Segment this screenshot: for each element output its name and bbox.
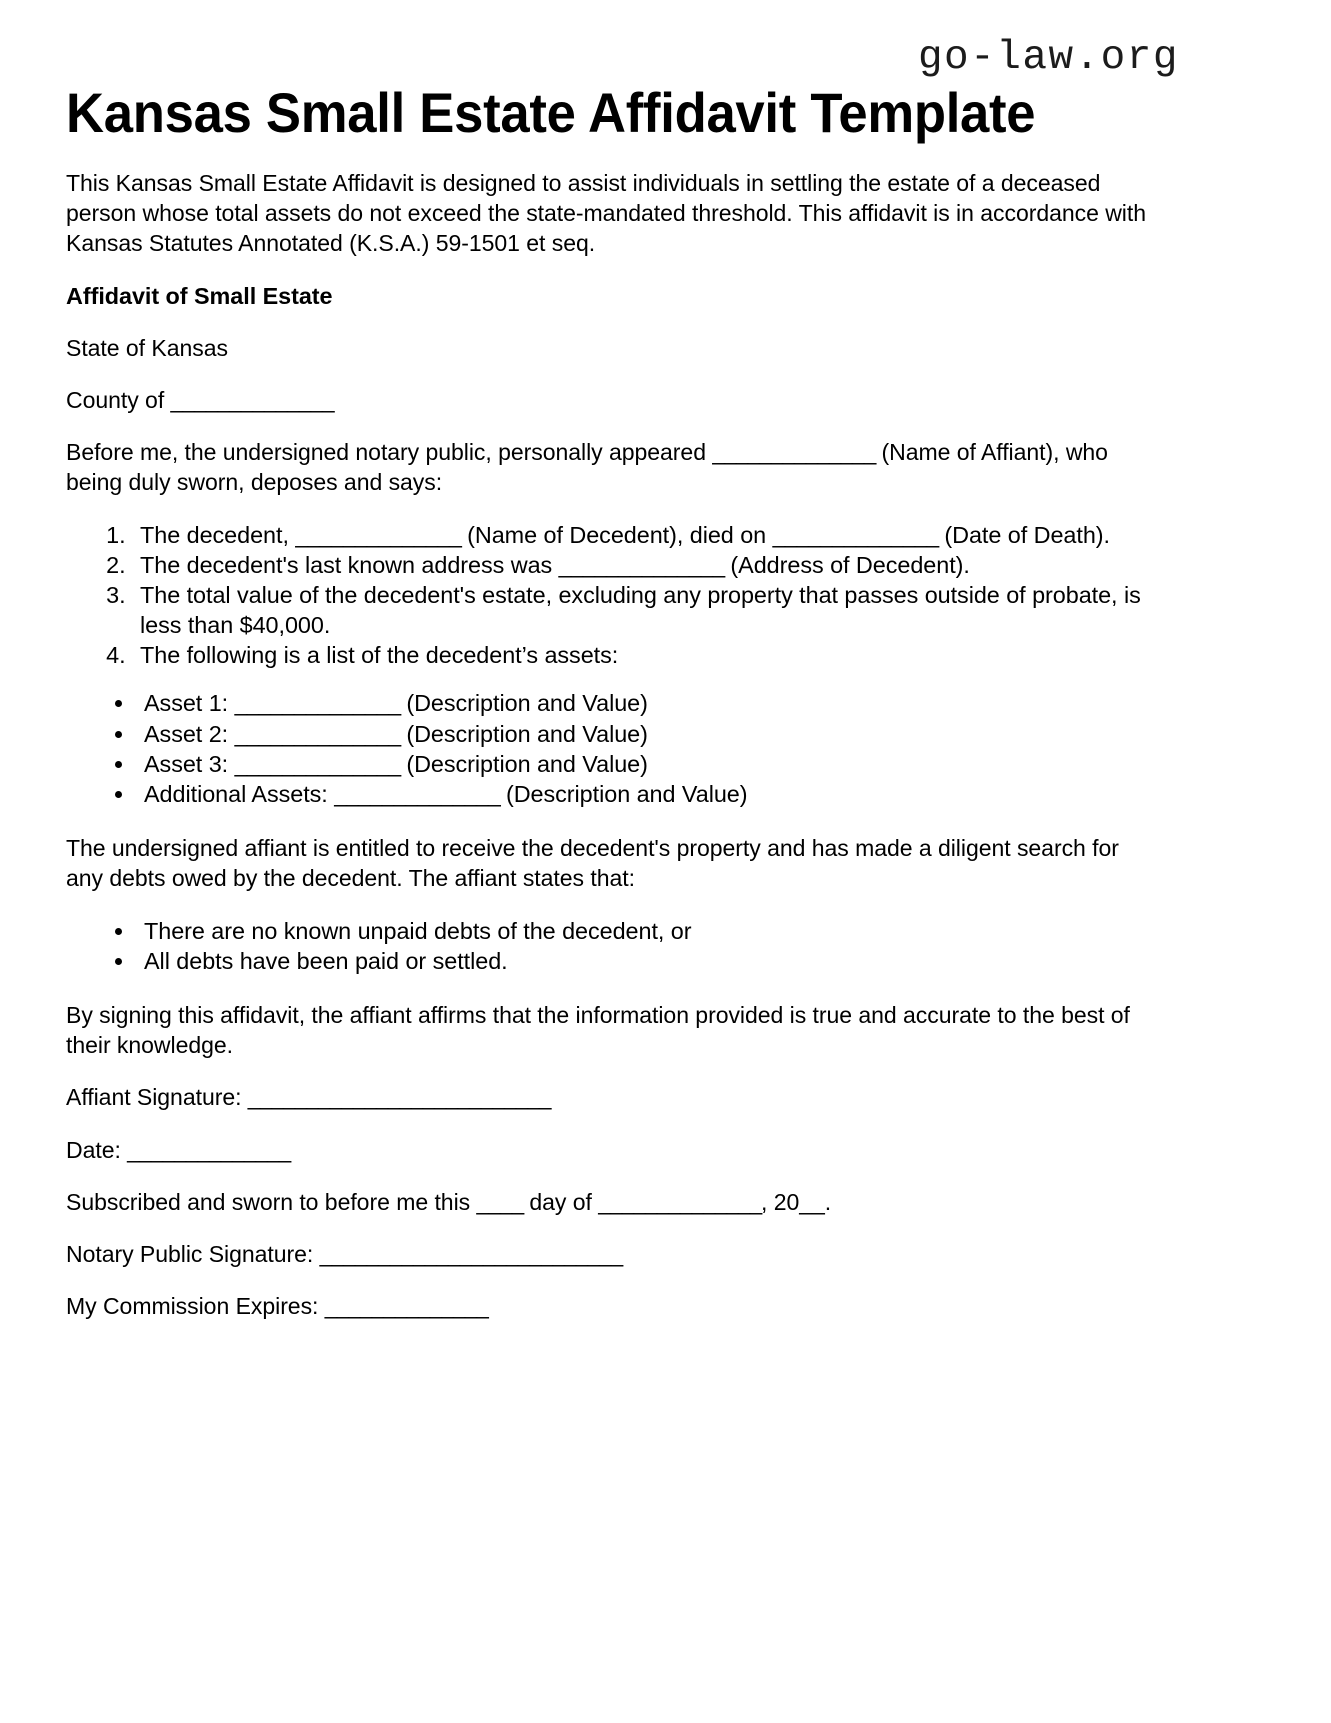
state-line: State of Kansas — [66, 334, 228, 361]
subscribed-month-blank[interactable]: ______________ — [598, 1188, 762, 1215]
entitlement-paragraph: The undersigned affiant is entitled to receive the decedent's property and has made a diligent search for any debts owed by the decedent. The affiant states that: — [66, 835, 1119, 892]
assets-list — [66, 688, 1176, 809]
decedent-name-blank[interactable]: ______________ — [295, 521, 461, 548]
notary-signature-line — [66, 1239, 1159, 1269]
asset-3-blank[interactable]: ______________ — [234, 750, 400, 777]
statement-2-text-2: (Address of Decedent). — [723, 551, 970, 578]
statement-3-text: The total value of the decedent's estate, excluding any property that passes outside of probate, is less than $40,000. — [140, 581, 1141, 639]
before-me-text-1: Before me, the undersigned notary public, personally appeared — [66, 439, 713, 466]
subscribed-line — [66, 1187, 1159, 1217]
affiant-name-blank[interactable]: ______________ — [712, 439, 876, 466]
statement-4-text: The following is a list of the decedent’s assets: — [140, 642, 619, 669]
additional-assets-label: Additional Assets: — [144, 781, 335, 807]
decedent-address-blank[interactable]: ______________ — [558, 551, 724, 578]
commission-expires-label: My Commission Expires: — [66, 1293, 325, 1320]
list-item — [136, 688, 1176, 718]
section-heading: Affidavit of Small Estate — [66, 282, 333, 309]
asset-3-label: Asset 3: — [144, 750, 235, 777]
statement-1-text-3: (Date of Death). — [937, 521, 1110, 548]
before-me-paragraph — [66, 437, 1159, 497]
date-line — [66, 1135, 1159, 1165]
subscribed-day-blank[interactable]: ____ — [476, 1188, 524, 1215]
commission-expires-blank[interactable]: ______________ — [324, 1293, 488, 1320]
list-item — [136, 719, 1176, 749]
list-item — [136, 779, 1176, 809]
county-blank[interactable]: ______________ — [170, 386, 334, 413]
asset-1-label: Asset 1: — [144, 690, 235, 717]
additional-assets-note: (Description and Value) — [499, 781, 748, 807]
list-item: • There are no known unpaid debts of the decedent, or — [136, 916, 1176, 946]
site-watermark: go-law.org — [917, 35, 1179, 81]
list-item — [136, 749, 1176, 779]
list-item — [132, 580, 1176, 640]
date-label: Date: — [66, 1136, 128, 1163]
commission-expires-line — [66, 1291, 1159, 1321]
affiant-signature-line — [66, 1082, 1159, 1112]
county-label: County of — [66, 386, 171, 413]
date-blank[interactable]: ______________ — [127, 1136, 291, 1163]
statement-1-text-1: The decedent, — [140, 521, 296, 548]
notary-signature-blank[interactable]: __________________________ — [319, 1240, 623, 1267]
subscribed-text-3: , 20__. — [761, 1188, 832, 1215]
before-me-text-2: (Name of Affiant), who being duly sworn, deposes and says: — [66, 439, 1108, 496]
affiant-signature-blank[interactable]: __________________________ — [247, 1084, 551, 1111]
asset-1-blank[interactable]: ______________ — [234, 690, 400, 717]
list-item — [132, 520, 1176, 550]
signing-paragraph: By signing this affidavit, the affiant affirms that the information provided is true and accurate to the best of their knowledge. — [66, 1001, 1130, 1059]
subscribed-text-2: day of — [523, 1188, 599, 1215]
asset-3-note: (Description and Value) — [399, 750, 648, 777]
affidavit-statements-list — [66, 520, 1176, 671]
list-item — [132, 640, 1176, 670]
subscribed-text-1: Subscribed and sworn to before me this — [66, 1188, 477, 1215]
document-body — [66, 168, 1176, 1343]
list-item: • All debts have been paid or settled. — [136, 946, 1176, 976]
affiant-signature-label: Affiant Signature: — [66, 1084, 248, 1111]
debts-list — [66, 916, 1176, 976]
statement-2-text-1: The decedent's last known address was — [140, 551, 559, 578]
list-item — [132, 550, 1176, 580]
asset-2-note: (Description and Value) — [399, 720, 648, 747]
page-title: Kansas Small Estate Affidavit Template — [66, 81, 1036, 144]
date-of-death-blank[interactable]: ______________ — [772, 521, 938, 548]
statement-1-text-2: (Name of Decedent), died on — [460, 521, 773, 548]
notary-signature-label: Notary Public Signature: — [66, 1240, 320, 1267]
intro-paragraph: This Kansas Small Estate Affidavit is designed to assist individuals in settling the estate of a deceased person whose total assets do not exceed the state-mandated threshold. This affidavit is in accordance with Kansas Statutes Annotated (K.S.A.) 59-1501 et seq. — [66, 170, 1146, 257]
county-line — [66, 385, 1159, 415]
additional-assets-blank[interactable]: ______________ — [334, 781, 500, 807]
asset-1-note: (Description and Value) — [399, 690, 648, 717]
asset-2-blank[interactable]: ______________ — [234, 720, 400, 747]
asset-2-label: Asset 2: — [144, 720, 235, 747]
